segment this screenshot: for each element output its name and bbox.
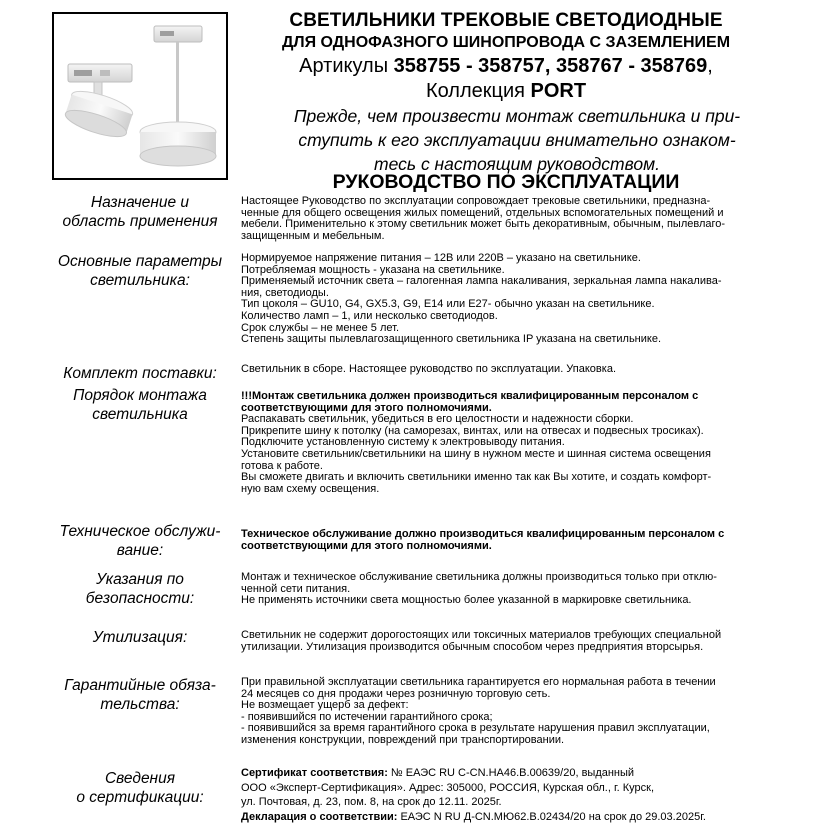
section-text-safety: Монтаж и техническое обслуживание светильника должны производиться только при отклю- ченной сети питания. Не применять источники света мощностью более указанной в маркировке светильника.: [241, 571, 717, 607]
section-label-disposal: Утилизация:: [92, 629, 188, 646]
section-body-certification: [241, 766, 781, 824]
intro-note: Прежде, чем произвести монтаж светильника и при- ступить к его эксплуатации внимательно ознаком- тесь с настоящим руководством.: [293, 106, 741, 174]
collection-name: PORT: [530, 80, 587, 102]
articles-values: 358755 - 358757, 358767 - 358769: [393, 55, 708, 77]
section-body-installation: [241, 391, 781, 495]
section-text-params: Нормируемое напряжение питания – 12В или 220В – указано на светильнике. Потребляемая мощность - указана на светильнике. Применяемый источник света – галогенная лампа накаливания, зеркальная лампа накалива- ния, светодиоды. Тип цоколя – GU10, G4, GX5.3, G9, E14 или E27- обычно указан на светильнике. Количество ламп – 1, или несколько светодиодов. Срок службы – не менее 5 лет. Степень защиты пылевлагозащищенного светильника IP указана на светильнике.: [241, 252, 722, 346]
section-label-installation: Порядок монтажа светильника: [73, 387, 207, 423]
articles-suffix: ,: [707, 55, 713, 77]
collection-line: [236, 79, 776, 103]
section-text-disposal: Светильник не содержит дорогостоящих или токсичных материалов требующих специальной утилизации. Утилизация производится обычным способом через предприятия вторсырья.: [241, 629, 722, 653]
articles-line: [236, 54, 776, 79]
manual-title: РУКОВОДСТВО ПО ЭКСПЛУАТАЦИИ: [332, 171, 680, 193]
track-lights-illustration: [54, 14, 226, 178]
product-photo: [52, 12, 228, 180]
document-header: [236, 10, 776, 176]
section-label-safety: Указания по безопасности:: [85, 571, 195, 607]
collection-prefix: Коллекция: [425, 80, 531, 102]
articles-prefix: Артикулы: [299, 55, 394, 77]
section-label-purpose: Назначение и область применения: [62, 194, 218, 230]
section-label-certification: Сведения о сертификации:: [76, 770, 204, 806]
installation-steps: Распакавать светильник, убедиться в его целостности и надежности сборки. Прикрепите шину к потолку (на саморезах, винтах, или на отвесах и подвесных тросиках). Подключите установленную систему к электровыводу питания. Установите светильник/светильники на шину в нужном месте и шинная система освещения готова к работе. Вы сможете двигать и включить светильники именно так как Вы хотите, и создать комфорт- ную вам схему освещения.: [241, 413, 712, 495]
section-label-warranty: Гарантийные обяза- тельства:: [64, 677, 216, 713]
section-label-maintenance: Техническое обслужи- вание:: [59, 523, 221, 559]
title-line-2: ДЛЯ ОДНОФАЗНОГО ШИНОПРОВОДА С ЗАЗЕМЛЕНИЕМ: [281, 34, 731, 51]
declaration-label: Декларация о соответствии:: [241, 810, 398, 823]
title-line-1: СВЕТИЛЬНИКИ ТРЕКОВЫЕ СВЕТОДИОДНЫЕ: [289, 10, 723, 31]
installation-warning: !!!Монтаж светильника должен производиться квалифицированным персоналом с соответствующими для этого полномочиями.: [241, 390, 699, 414]
section-text-warranty: При правильной эксплуатации светильника гарантируется его нормальная работа в течении 24 месяцев со дня продажи через розничную торговую сеть. Не возмещает ущерб за дефект: - появившийся по истечении гарантийного срока; - появившийся за время гарантийного срока в результате нарушения правил эксплуатации, изменения конструкции, повреждений при транспортировании.: [241, 676, 716, 746]
section-text-kit: Светильник в сборе. Настоящее руководство по эксплуатации. Упаковка.: [241, 363, 616, 375]
section-label-kit: Комплект поставки:: [63, 365, 217, 382]
section-text-purpose: Настоящее Руководство по эксплуатации сопровождает трековые светильники, предназна- ченные для общего освещения жилых помещений, отдельных вспомогательных помещений и мебели. Применительно к этому светильник может быть декоративным, обычным, пылевлаго- защищенным и мебельным.: [241, 195, 726, 242]
certificate-text: № ЕАЭС RU С-CN.НА46.В.00639/20, выданный ООО «Эксперт-Сертификация». Адрес: 305000, РОССИЯ, Курская обл., г. Курск, ул. Почтовая, д. 23, пом. 8, на срок до 12.11. 2025г.: [241, 767, 655, 808]
maintenance-warning: Техническое обслуживание должно производиться квалифицированным персоналом с соответствующими для этого полномочиями.: [241, 528, 725, 552]
section-label-params: Основные параметры светильника:: [57, 253, 223, 289]
declaration-text: ЕАЭС N RU Д-CN.МЮ62.В.02434/20 на срок до 29.03.2025г.: [397, 810, 706, 823]
certificate-label: Сертификат соответствия:: [241, 767, 388, 779]
